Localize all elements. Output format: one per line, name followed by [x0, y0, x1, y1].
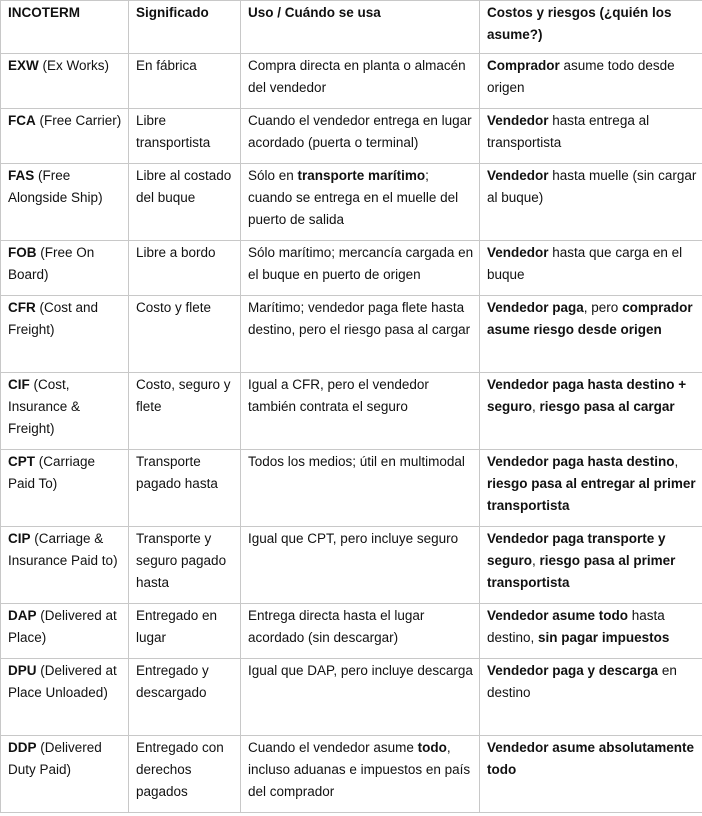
- cell-costos: [480, 296, 702, 373]
- cell-uso: [241, 54, 480, 109]
- costos-text-segment: , pero: [583, 300, 623, 315]
- table-row: [1, 373, 702, 450]
- incoterm-code: DAP: [8, 608, 37, 623]
- uso-text-segment: ; cuando se entrega en el muelle del puerto de salida: [248, 168, 459, 227]
- costos-text-segment: hasta entrega al transportista: [487, 113, 650, 150]
- incoterm-code: CPT: [8, 454, 35, 469]
- costos-text-segment: Vendedor paga hasta destino + seguro: [487, 377, 687, 414]
- costos-text-segment: en destino: [487, 663, 677, 700]
- header-uso: Uso / Cuándo se usa: [241, 1, 480, 54]
- incoterm-code: CIP: [8, 531, 31, 546]
- cell-uso: [241, 164, 480, 241]
- costos-text-segment: ,: [674, 454, 679, 469]
- incoterm-name: (Carriage Paid To): [8, 454, 96, 491]
- costos-text-segment: Comprador: [487, 58, 560, 73]
- cell-incoterm: [1, 604, 129, 659]
- cell-uso: [241, 736, 480, 813]
- incoterm-code: FCA: [8, 113, 36, 128]
- cell-significado: Entregado con derechos pagados: [129, 736, 241, 813]
- cell-incoterm: [1, 659, 129, 736]
- table-row: [1, 450, 702, 527]
- cell-significado: Libre a bordo: [129, 241, 241, 296]
- uso-text-segment: Sólo en: [248, 168, 298, 183]
- cell-incoterm: [1, 164, 129, 241]
- cell-costos: [480, 109, 702, 164]
- cell-incoterm: [1, 736, 129, 813]
- cell-incoterm: [1, 241, 129, 296]
- cell-significado: Entregado en lugar: [129, 604, 241, 659]
- costos-text-segment: riesgo pasa al cargar: [539, 399, 675, 414]
- cell-incoterm: [1, 109, 129, 164]
- cell-costos: [480, 604, 702, 659]
- uso-text-segment: Marítimo; vendedor paga flete hasta destino, pero el riesgo pasa al cargar: [248, 300, 471, 337]
- uso-text-segment: todo: [417, 740, 447, 755]
- uso-text-segment: Igual a CFR, pero el vendedor también contrata el seguro: [248, 377, 429, 414]
- table-row: [1, 296, 702, 373]
- incoterm-code: CIF: [8, 377, 30, 392]
- costos-text-segment: Vendedor: [487, 245, 549, 260]
- table-row: [1, 659, 702, 736]
- cell-costos: [480, 54, 702, 109]
- cell-costos: [480, 241, 702, 296]
- uso-text-segment: transporte marítimo: [297, 168, 426, 183]
- cell-costos: [480, 164, 702, 241]
- cell-uso: [241, 109, 480, 164]
- cell-uso: [241, 604, 480, 659]
- uso-text-segment: Todos los medios; útil en multimodal: [248, 454, 465, 469]
- cell-uso: [241, 296, 480, 373]
- cell-incoterm: [1, 296, 129, 373]
- header-costos: Costos y riesgos (¿quién los asume?): [480, 1, 702, 54]
- incoterm-name: (Cost and Freight): [8, 300, 99, 337]
- cell-costos: [480, 527, 702, 604]
- cell-costos: [480, 736, 702, 813]
- cell-significado: Transporte pagado hasta: [129, 450, 241, 527]
- table-row: [1, 241, 702, 296]
- incoterm-code: CFR: [8, 300, 36, 315]
- header-incoterm: INCOTERM: [1, 1, 129, 54]
- cell-incoterm: [1, 527, 129, 604]
- uso-text-segment: Igual que DAP, pero incluye descarga: [248, 663, 473, 678]
- uso-text-segment: Compra directa en planta o almacén del vendedor: [248, 58, 466, 95]
- costos-text-segment: asume todo desde origen: [487, 58, 675, 95]
- incoterm-name: (Delivered at Place): [8, 608, 117, 645]
- table-row: [1, 109, 702, 164]
- cell-incoterm: [1, 450, 129, 527]
- table-row: [1, 527, 702, 604]
- cell-uso: [241, 241, 480, 296]
- costos-text-segment: Vendedor paga transporte y seguro: [487, 531, 666, 568]
- costos-text-segment: Vendedor asume absolutamente todo: [487, 740, 695, 777]
- header-significado: Significado: [129, 1, 241, 54]
- cell-incoterm: [1, 373, 129, 450]
- table-body: [1, 54, 702, 813]
- cell-uso: [241, 450, 480, 527]
- incoterm-code: DPU: [8, 663, 37, 678]
- table-row: [1, 736, 702, 813]
- incoterm-code: FAS: [8, 168, 35, 183]
- uso-text-segment: Igual que CPT, pero incluye seguro: [248, 531, 459, 546]
- costos-text-segment: ,: [532, 399, 540, 414]
- costos-text-segment: Vendedor asume todo: [487, 608, 629, 623]
- costos-text-segment: Vendedor: [487, 168, 549, 183]
- costos-text-segment: sin pagar impuestos: [538, 630, 670, 645]
- costos-text-segment: Vendedor: [487, 113, 549, 128]
- cell-uso: [241, 373, 480, 450]
- costos-text-segment: Vendedor paga hasta destino: [487, 454, 675, 469]
- incoterm-code: EXW: [8, 58, 39, 73]
- cell-incoterm: [1, 54, 129, 109]
- cell-significado: En fábrica: [129, 54, 241, 109]
- uso-text-segment: Cuando el vendedor asume: [248, 740, 418, 755]
- cell-costos: [480, 659, 702, 736]
- incoterm-name: (Delivered at Place Unloaded): [8, 663, 117, 700]
- cell-uso: [241, 527, 480, 604]
- cell-significado: Costo y flete: [129, 296, 241, 373]
- costos-text-segment: Vendedor paga: [487, 300, 584, 315]
- cell-significado: Libre transportista: [129, 109, 241, 164]
- table-row: [1, 164, 702, 241]
- cell-significado: Entregado y descargado: [129, 659, 241, 736]
- uso-text-segment: Cuando el vendedor entrega en lugar acordado (puerta o terminal): [248, 113, 472, 150]
- header-row: [1, 1, 702, 54]
- costos-text-segment: ,: [532, 553, 540, 568]
- costos-text-segment: hasta muelle (sin cargar al buque): [487, 168, 697, 205]
- cell-significado: Costo, seguro y flete: [129, 373, 241, 450]
- costos-text-segment: comprador asume riesgo desde origen: [487, 300, 693, 337]
- costos-text-segment: hasta destino,: [487, 608, 665, 645]
- incoterm-name: (Free Alongside Ship): [8, 168, 103, 205]
- incoterm-name: (Delivered Duty Paid): [8, 740, 102, 777]
- cell-costos: [480, 373, 702, 450]
- uso-text-segment: Entrega directa hasta el lugar acordado (sin descargar): [248, 608, 425, 645]
- uso-text-segment: , incluso aduanas e impuestos en país del comprador: [248, 740, 471, 799]
- incoterm-name: (Carriage & Insurance Paid to): [8, 531, 118, 568]
- cell-costos: [480, 450, 702, 527]
- costos-text-segment: riesgo pasa al entregar al primer transportista: [487, 476, 696, 513]
- incoterm-name: (Cost, Insurance & Freight): [8, 377, 81, 436]
- incoterm-name: (Free Carrier): [35, 113, 122, 128]
- incoterm-code: DDP: [8, 740, 37, 755]
- incoterm-name: (Ex Works): [38, 58, 110, 73]
- cell-significado: Transporte y seguro pagado hasta: [129, 527, 241, 604]
- incoterm-name: (Free On Board): [8, 245, 95, 282]
- table-row: [1, 54, 702, 109]
- cell-significado: Libre al costado del buque: [129, 164, 241, 241]
- incoterm-code: FOB: [8, 245, 37, 260]
- table-row: [1, 604, 702, 659]
- costos-text-segment: Vendedor paga y descarga: [487, 663, 659, 678]
- costos-text-segment: riesgo pasa al primer transportista: [487, 553, 676, 590]
- costos-text-segment: hasta que carga en el buque: [487, 245, 683, 282]
- cell-uso: [241, 659, 480, 736]
- uso-text-segment: Sólo marítimo; mercancía cargada en el buque en puerto de origen: [248, 245, 474, 282]
